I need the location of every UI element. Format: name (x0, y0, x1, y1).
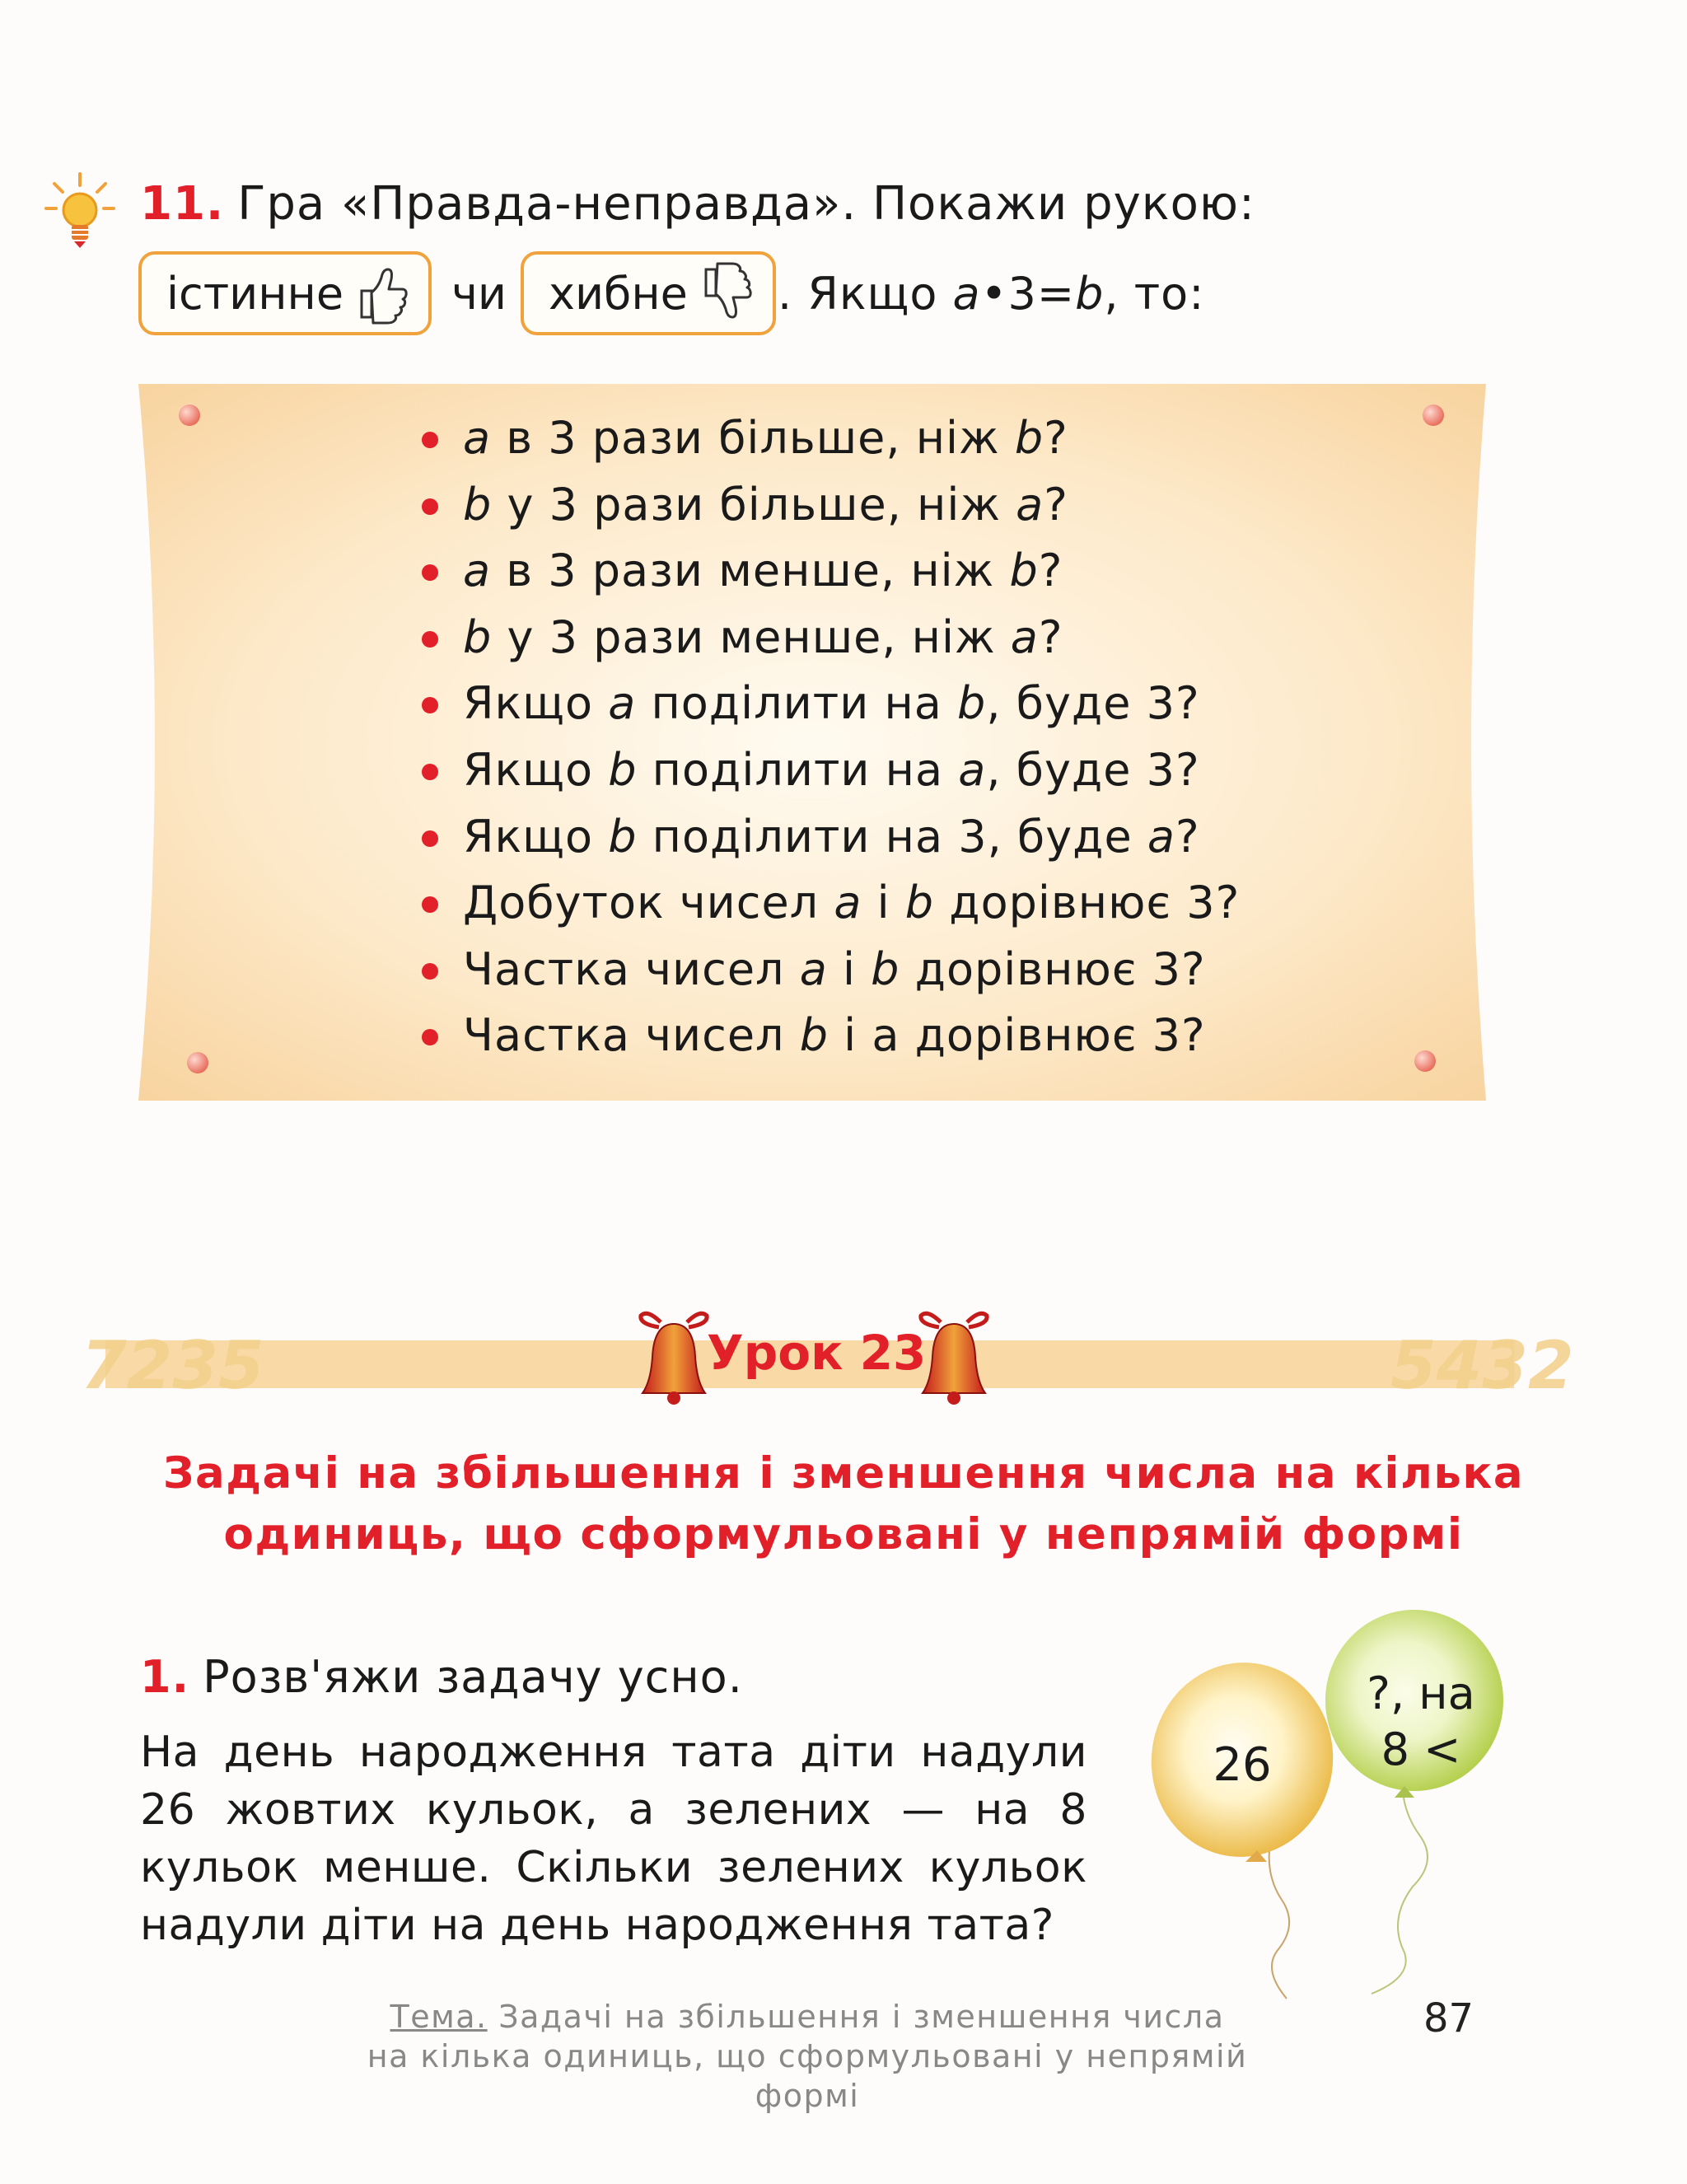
question-variable: a (799, 942, 828, 995)
question-item (420, 605, 1240, 671)
page-footer (313, 1997, 1301, 2116)
question-variable: b (463, 478, 493, 531)
question-text: дорівнює 3? (934, 877, 1241, 929)
task-11-number: 11. (140, 177, 225, 231)
true-label: істинне (166, 267, 344, 320)
question-text: ? (1044, 478, 1068, 531)
question-variable: b (608, 743, 638, 796)
question-item (420, 937, 1240, 1003)
task-1-number: 1. (140, 1651, 190, 1703)
banner-digits-right: 5432 (1390, 1327, 1574, 1404)
task-1-instruction: Розв'яжи задачу усно. (203, 1651, 743, 1703)
question-text: поділити на (637, 743, 959, 796)
lesson-topic-line-1: Задачі на збільшення і зменшення числа на кілька (162, 1448, 1525, 1499)
yellow-balloon-label: 26 (1213, 1738, 1272, 1792)
question-text: Добуток чисел (463, 877, 834, 929)
question-variable: b (1014, 412, 1044, 464)
question-text: і (862, 877, 905, 929)
question-text: ? (1038, 610, 1063, 663)
question-text: дорівнює 3? (900, 942, 1206, 995)
thumbs-down-icon (699, 264, 752, 322)
footer-line-2: на кілька одиниць, що сформульовані у непрямій формі (367, 2038, 1248, 2114)
question-variable: b (608, 810, 638, 863)
question-item (420, 1003, 1240, 1069)
question-text: поділити на (636, 677, 958, 730)
question-item (420, 804, 1240, 871)
question-text: у 3 рази більше, ніж (492, 478, 1016, 531)
condition-suffix: , то: (1104, 268, 1205, 320)
question-text: в 3 рази більше, ніж (491, 412, 1015, 464)
thumbs-up-icon (355, 264, 408, 322)
page-number: 87 (1423, 1995, 1474, 2041)
condition-line (778, 268, 1204, 320)
question-variable: b (463, 610, 493, 663)
question-item (420, 405, 1240, 472)
question-text: Якщо (463, 677, 609, 730)
question-item (420, 870, 1240, 937)
green-balloon-line-2: 8 < (1381, 1723, 1461, 1775)
question-text: Якщо (463, 810, 609, 863)
task-11-intro: Гра «Правда-неправда». Покажи рукою: (237, 177, 1255, 231)
condition-var-b: b (1075, 268, 1105, 320)
question-variable: a (1147, 810, 1175, 863)
balloons-illustration (1137, 1598, 1549, 2027)
question-text: поділити на 3, буде (637, 810, 1147, 863)
question-text: , буде 3? (986, 677, 1200, 730)
question-variable: a (1016, 478, 1044, 531)
question-text: Якщо (463, 743, 609, 796)
question-text: , буде 3? (986, 743, 1200, 796)
lesson-title: Урок 23 (707, 1325, 927, 1381)
true-choice-box (138, 251, 432, 335)
or-word: чи (451, 268, 507, 320)
condition-operator: •3= (980, 268, 1076, 320)
question-variable: a (834, 877, 862, 929)
condition-var-a: a (952, 268, 981, 320)
question-variable: b (904, 877, 935, 929)
task-11-heading (140, 177, 1255, 231)
question-variable: a (463, 545, 492, 597)
question-variable: b (871, 942, 900, 995)
question-text: в 3 рази менше, ніж (491, 545, 1010, 597)
question-item (420, 671, 1240, 737)
footer-line-1: Задачі на збільшення і зменшення числа (487, 1999, 1225, 2035)
question-variable: b (1009, 545, 1039, 597)
question-variable: b (957, 677, 987, 730)
lightbulb-icon (43, 169, 117, 260)
question-item (420, 538, 1240, 605)
question-variable: b (799, 1009, 829, 1062)
question-item (420, 472, 1240, 539)
banner-digits-left: 7235 (81, 1327, 264, 1404)
question-text: у 3 рази менше, ніж (492, 610, 1011, 663)
question-variable: a (463, 412, 492, 464)
question-text: і а дорівнює 3? (829, 1009, 1206, 1062)
question-variable: a (1010, 610, 1039, 663)
task-1-heading (140, 1651, 743, 1703)
lesson-topic-line-2: одиниць, що сформульовані у непрямій формі (223, 1509, 1464, 1560)
task-1-text: На день народження тата діти надули 26 жовтих кульок, а зелених — на 8 кульок менше. Скільки зелених кульок надули діти на день народження тата? (140, 1728, 1087, 1950)
condition-prefix: . Якщо (778, 268, 953, 320)
question-variable: a (958, 743, 987, 796)
question-text: і (827, 942, 872, 995)
question-text: ? (1038, 545, 1063, 597)
question-item (420, 737, 1240, 804)
false-choice-box (521, 251, 776, 335)
footer-topic-word: Тема. (390, 1999, 488, 2035)
false-label: хибне (549, 267, 688, 320)
lesson-topic (0, 1443, 1687, 1565)
question-list (420, 405, 1240, 1069)
question-text: ? (1044, 412, 1068, 464)
question-text: ? (1175, 810, 1200, 863)
question-text: Частка чисел (463, 942, 800, 995)
green-balloon-label (1359, 1666, 1483, 1778)
question-variable: a (608, 677, 637, 730)
question-text: Частка чисел (463, 1009, 800, 1062)
green-balloon-line-1: ?, на (1367, 1667, 1475, 1719)
